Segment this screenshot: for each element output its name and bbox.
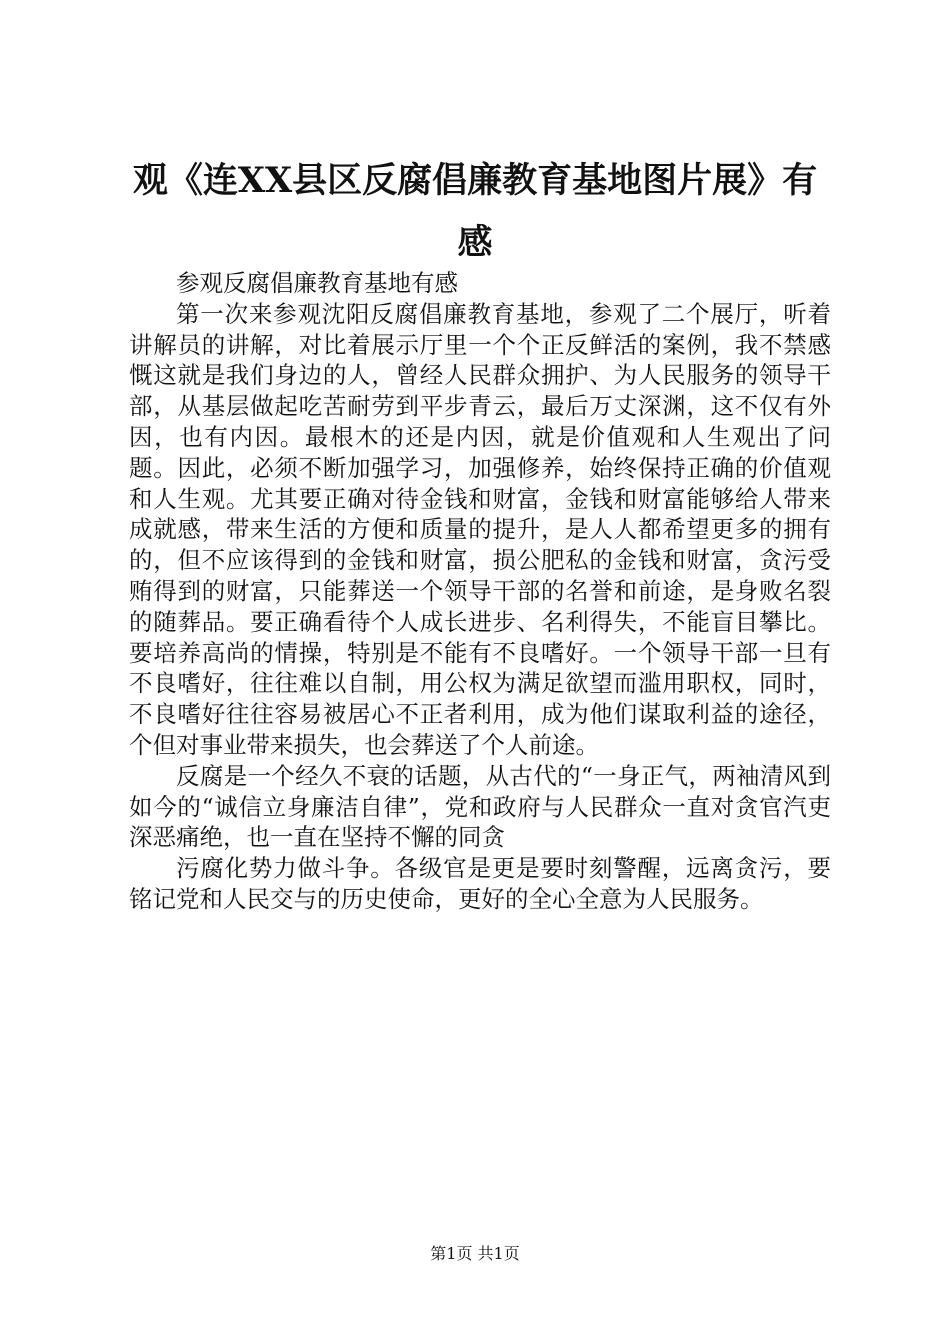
page-number: 第1页 共1页	[430, 1244, 520, 1263]
paragraph: 第一次来参观沈阳反腐倡廉教育基地，参观了二个展厅，听着讲解员的讲解，对比着展示厅里一个个正反鲜活的案例，我不禁感慨这就是我们身边的人，曾经人民群众拥护、为人民服务的领导干部，从基层做起吃苦耐劳到平步青云，最后万丈深渊，这不仅有外因，也有内因。最根木的还是内因，就是价值观和人生观出了问题。因此，必须不断加强学习，加强修养，始终保持正确的价值观和人生观。尤其要正确对待金钱和财富，金钱和财富能够给人带来成就感，带来生活的方便和质量的提升，是人人都希望更多的拥有的，但不应该得到的金钱和财富，损公肥私的金钱和财富，贪污受贿得到的财富，只能葬送一个领导干部的名誉和前途，是身败名裂的随葬品。要正确看待个人成长进步、名利得失，不能盲目攀比。要培养高尚的情操，特别是不能有不良嗜好。一个领导干部一旦有不良嗜好，往往难以自制，用公权为满足欲望而滥用职权，同时，不良嗜好往往容易被居心不正者利用，成为他们谋取利益的途径，个但对事业带来损失，也会葬送了个人前途。	[129, 299, 831, 759]
paragraph: 污腐化势力做斗争。各级官是更是要时刻警醒，远离贪污，要铭记党和人民交与的历史使命，更好的全心全意为人民服务。	[129, 854, 831, 913]
document-body	[129, 268, 831, 915]
paragraph: 反腐是一个经久不衰的话题，从古代的“一身正气，两袖清风到如今的“诚信立身廉洁自律”，党和政府与人民群众一直对贪官汽吏深恶痛绝，也一直在坚持不懈的同贪	[129, 761, 831, 852]
page-footer	[0, 1244, 950, 1264]
document-title: 观《连XX县区反腐倡廉教育基地图片展》有感	[132, 160, 818, 263]
paragraph: 参观反腐倡廉教育基地有感	[176, 269, 458, 297]
